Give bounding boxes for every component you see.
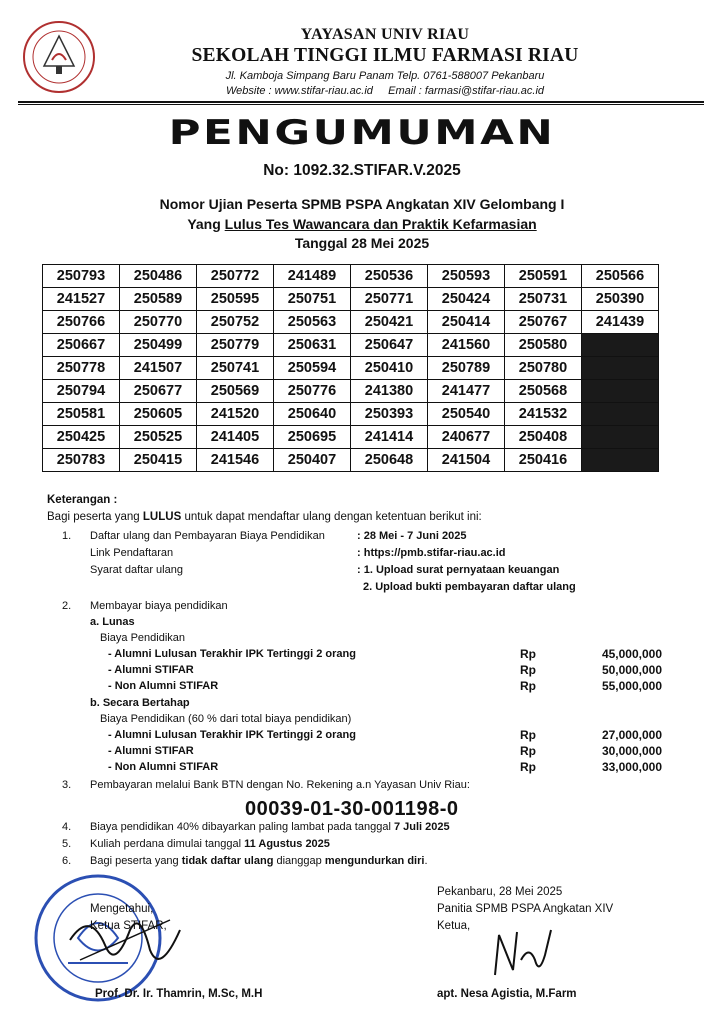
exam-number-cell: 250593 [428, 265, 505, 288]
exam-number-cell: 241477 [428, 380, 505, 403]
blacked-out-cell [582, 357, 659, 380]
table-row [43, 265, 659, 288]
item-2-number: 2. [62, 600, 72, 612]
stifar-logo [22, 20, 96, 94]
exam-number-cell: 250594 [274, 357, 351, 380]
exam-number-cell: 250414 [428, 311, 505, 334]
exam-number-cell: 250499 [120, 334, 197, 357]
exam-number-cell: 250667 [43, 334, 120, 357]
exam-number-cell: 250766 [43, 311, 120, 334]
header-rule [18, 101, 704, 103]
item-1-number: 1. [62, 530, 72, 542]
right-sign-role: Ketua, [437, 920, 471, 932]
exam-number-cell: 250695 [274, 426, 351, 449]
fee-label: - Alumni Lulusan Terakhir IPK Tertinggi 2 orang [108, 729, 356, 741]
fee-currency: Rp [520, 744, 536, 758]
fee-amount: 33,000,000 [601, 760, 662, 774]
fee-amount: 50,000,000 [601, 663, 662, 677]
item-5-text: Kuliah perdana dimulai tanggal 11 Agustus 2025 [90, 838, 330, 850]
exam-number-cell: 250390 [582, 288, 659, 311]
requirement-2: 2. Upload bukti pembayaran daftar ulang [363, 581, 576, 593]
exam-number-cell: 250771 [351, 288, 428, 311]
item-3-number: 3. [62, 779, 72, 791]
blacked-out-cell [582, 380, 659, 403]
blacked-out-cell [582, 426, 659, 449]
exam-number-cell: 250580 [505, 334, 582, 357]
address: Jl. Kamboja Simpang Baru Panam Telp. 0761-588007 Pekanbaru [225, 70, 545, 82]
exam-number-cell: 250640 [274, 403, 351, 426]
exam-number-cell: 250540 [428, 403, 505, 426]
exam-number-cell: 250789 [428, 357, 505, 380]
exam-number-cell: 250393 [351, 403, 428, 426]
exam-number-cell: 241489 [274, 265, 351, 288]
announcement-title: PENGUMUMAN [168, 113, 556, 153]
exam-number-cell: 250525 [120, 426, 197, 449]
exam-number-cell: 250410 [351, 357, 428, 380]
exam-number-cell: 250631 [274, 334, 351, 357]
exam-number-cell: 250421 [351, 311, 428, 334]
fee-currency: Rp [520, 663, 536, 677]
exam-number-cell: 250416 [505, 449, 582, 472]
exam-number-cell: 250569 [197, 380, 274, 403]
website-email: Website : www.stifar-riau.ac.id Email : farmasi@stifar-riau.ac.id [225, 85, 545, 97]
exam-number-cell: 250780 [505, 357, 582, 380]
lunas-heading: a. Lunas [90, 616, 135, 628]
exam-number-cell: 250486 [120, 265, 197, 288]
fee-label: - Alumni STIFAR [108, 745, 194, 757]
exam-number-cell: 250779 [197, 334, 274, 357]
fee-amount: 45,000,000 [601, 647, 662, 661]
foundation-name: YAYASAN UNIV RIAU [300, 26, 470, 43]
account-number: 00039-01-30-001198-0 [245, 798, 459, 820]
exam-number-cell: 241504 [428, 449, 505, 472]
notes-intro: Bagi peserta yang LULUS untuk dapat mendaftar ulang dengan ketentuan berikut ini: [47, 511, 482, 523]
left-sign-line-2: Ketua STIFAR, [90, 920, 167, 932]
bertahap-heading: b. Secara Bertahap [90, 697, 190, 709]
table-row [43, 334, 659, 357]
exam-number-cell: 250783 [43, 449, 120, 472]
fee-amount: 30,000,000 [601, 744, 662, 758]
fee-amount: 27,000,000 [601, 728, 662, 742]
item-6-text: Bagi peserta yang tidak daftar ulang dianggap mengundurkan diri. [90, 855, 428, 867]
exam-number-cell: 250772 [197, 265, 274, 288]
subject-date: Tanggal 28 Mei 2025 [294, 235, 430, 251]
announcement-number: No: 1092.32.STIFAR.V.2025 [263, 162, 461, 179]
exam-number-cell: 241527 [43, 288, 120, 311]
exam-number-cell: 250589 [120, 288, 197, 311]
exam-number-cell: 241507 [120, 357, 197, 380]
exam-number-cell: 250751 [274, 288, 351, 311]
fee-amount: 55,000,000 [601, 679, 662, 693]
table-row [43, 311, 659, 334]
exam-number-cell: 250677 [120, 380, 197, 403]
exam-number-cell: 240677 [428, 426, 505, 449]
left-signatory-name: Prof. Dr. Ir. Thamrin, M.Sc, M.H [95, 988, 263, 1000]
item-1-value: : 28 Mei - 7 Juni 2025 [357, 530, 467, 542]
requirement-label: Syarat daftar ulang [90, 564, 183, 576]
exam-number-cell: 250424 [428, 288, 505, 311]
blacked-out-cell [582, 403, 659, 426]
item-4-number: 4. [62, 821, 72, 833]
exam-number-cell: 241560 [428, 334, 505, 357]
exam-number-cell: 241405 [197, 426, 274, 449]
exam-number-cell: 250767 [505, 311, 582, 334]
fee-label: - Alumni STIFAR [108, 664, 194, 676]
item-5-number: 5. [62, 838, 72, 850]
fee-currency: Rp [520, 728, 536, 742]
fee-label: - Non Alumni STIFAR [108, 680, 219, 692]
item-3-label: Pembayaran melalui Bank BTN dengan No. Rekening a.n Yayasan Univ Riau: [90, 779, 470, 791]
exam-number-cell: 250568 [505, 380, 582, 403]
fee-label: - Alumni Lulusan Terakhir IPK Tertinggi 2 orang [108, 648, 356, 660]
subject-line-1: Nomor Ujian Peserta SPMB PSPA Angkatan XIV Gelombang I [159, 196, 565, 212]
table-row [43, 403, 659, 426]
exam-number-cell: 241439 [582, 311, 659, 334]
blacked-out-cell [582, 449, 659, 472]
item-4-text: Biaya pendidikan 40% dibayarkan paling lambat pada tanggal 7 Juli 2025 [90, 821, 450, 833]
exam-number-cell: 241380 [351, 380, 428, 403]
header-rule-thin [18, 104, 704, 105]
subject-line-2: Yang Lulus Tes Wawancara dan Praktik Kefarmasian [187, 216, 537, 232]
left-sign-line-1: Mengetahui, [90, 903, 154, 915]
exam-number-cell: 250591 [505, 265, 582, 288]
exam-number-cell: 250595 [197, 288, 274, 311]
exam-number-cell: 250425 [43, 426, 120, 449]
exam-number-cell: 250605 [120, 403, 197, 426]
table-row [43, 426, 659, 449]
fee-currency: Rp [520, 647, 536, 661]
right-sign-date: Pekanbaru, 28 Mei 2025 [437, 886, 563, 898]
table-row [43, 449, 659, 472]
fee-label: - Non Alumni STIFAR [108, 761, 219, 773]
right-signatory-name: apt. Nesa Agistia, M.Farm [437, 988, 577, 1000]
exam-number-cell: 250741 [197, 357, 274, 380]
exam-number-cell: 250778 [43, 357, 120, 380]
item-2-label: Membayar biaya pendidikan [90, 600, 228, 612]
lunas-subheading: Biaya Pendidikan [100, 632, 186, 644]
exam-number-cell: 250770 [120, 311, 197, 334]
fee-currency: Rp [520, 760, 536, 774]
exam-number-cell: 241414 [351, 426, 428, 449]
exam-number-cell: 250566 [582, 265, 659, 288]
table-row [43, 357, 659, 380]
exam-number-cell: 250407 [274, 449, 351, 472]
table-row [43, 380, 659, 403]
exam-number-cell: 250752 [197, 311, 274, 334]
exam-number-cell: 250581 [43, 403, 120, 426]
exam-number-cell: 250731 [505, 288, 582, 311]
school-name: SEKOLAH TINGGI ILMU FARMASI RIAU [191, 45, 579, 66]
exam-number-cell: 250415 [120, 449, 197, 472]
link-label: Link Pendaftaran [90, 547, 174, 559]
requirement-1: : 1. Upload surat pernyataan keuangan [357, 564, 560, 576]
exam-number-cell: 250794 [43, 380, 120, 403]
exam-number-cell: 241532 [505, 403, 582, 426]
right-sign-committee: Panitia SPMB PSPA Angkatan XIV [437, 903, 614, 915]
exam-number-cell: 250776 [274, 380, 351, 403]
item-6-number: 6. [62, 855, 72, 867]
exam-number-cell: 241520 [197, 403, 274, 426]
item-1-label: Daftar ulang dan Pembayaran Biaya Pendidikan [90, 530, 325, 542]
link-value: : https://pmb.stifar-riau.ac.id [357, 547, 506, 559]
fee-currency: Rp [520, 679, 536, 693]
exam-number-cell: 250793 [43, 265, 120, 288]
exam-number-cell: 241546 [197, 449, 274, 472]
exam-number-cell: 250536 [351, 265, 428, 288]
exam-number-cell: 250647 [351, 334, 428, 357]
exam-number-cell: 250648 [351, 449, 428, 472]
notes-heading: Keterangan : [47, 494, 118, 506]
exam-number-cell: 250408 [505, 426, 582, 449]
exam-number-table [42, 264, 659, 472]
bertahap-subheading: Biaya Pendidikan (60 % dari total biaya pendidikan) [100, 713, 352, 725]
committee-signature [485, 920, 565, 990]
exam-number-cell: 250563 [274, 311, 351, 334]
blacked-out-cell [582, 334, 659, 357]
table-row [43, 288, 659, 311]
